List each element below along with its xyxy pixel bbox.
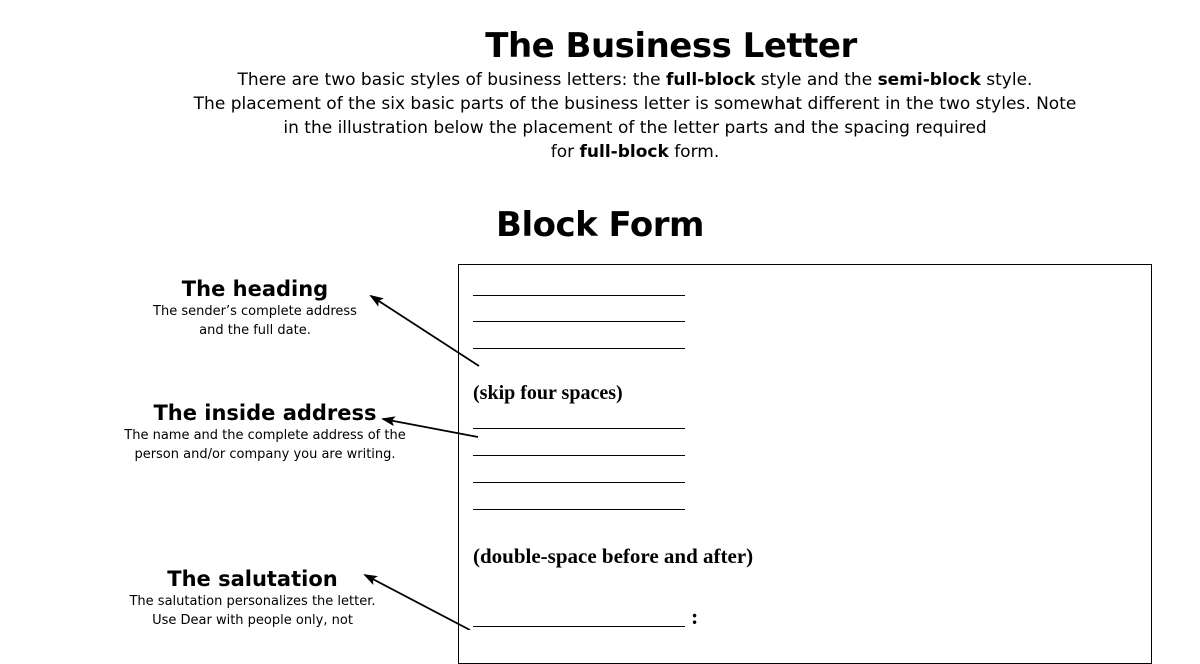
section-title: Block Form — [496, 205, 704, 245]
intro-text: There are two basic styles of business letters: the — [237, 70, 667, 90]
heading-label-desc-line: The sender’s complete address — [153, 304, 357, 319]
salutation-label-name: The salutation — [167, 567, 338, 591]
double-space-note: (double-space before and after) — [473, 544, 754, 568]
salutation-label-desc-line: Use Dear with people only, not — [152, 613, 353, 628]
inside-address-label-name: The inside address — [153, 401, 377, 425]
heading-arrow — [371, 296, 479, 366]
intro-emphasis-full-block: full-block — [666, 70, 756, 90]
heading-label-desc-line: and the full date. — [199, 323, 311, 338]
intro-text: style. — [980, 70, 1033, 90]
heading-label-name: The heading — [181, 277, 329, 301]
intro-emphasis-full-block: full-block — [579, 142, 669, 162]
inside-address-label-desc-line: person and/or company you are writing. — [134, 447, 396, 462]
inside-address-label-desc-line: The name and the complete address of the — [124, 428, 406, 443]
intro-text: style and the — [755, 70, 878, 90]
intro-line-3: in the illustration below the placement of the letter parts and the spacing required — [283, 118, 987, 138]
salutation-label-desc-line: The salutation personalizes the letter. — [129, 594, 376, 609]
intro-text: form. — [668, 142, 720, 162]
salutation-colon: : — [691, 604, 699, 629]
inside-address-arrow — [383, 419, 478, 437]
intro-line-2: The placement of the six basic parts of the business letter is somewhat different in the two styles. Note — [193, 94, 1077, 114]
document-title: The Business Letter — [485, 26, 857, 66]
salutation-arrow — [365, 575, 470, 630]
skip-spaces-note: (skip four spaces) — [473, 382, 623, 404]
intro-emphasis-semi-block: semi-block — [877, 70, 981, 90]
intro-text: for — [550, 142, 580, 162]
